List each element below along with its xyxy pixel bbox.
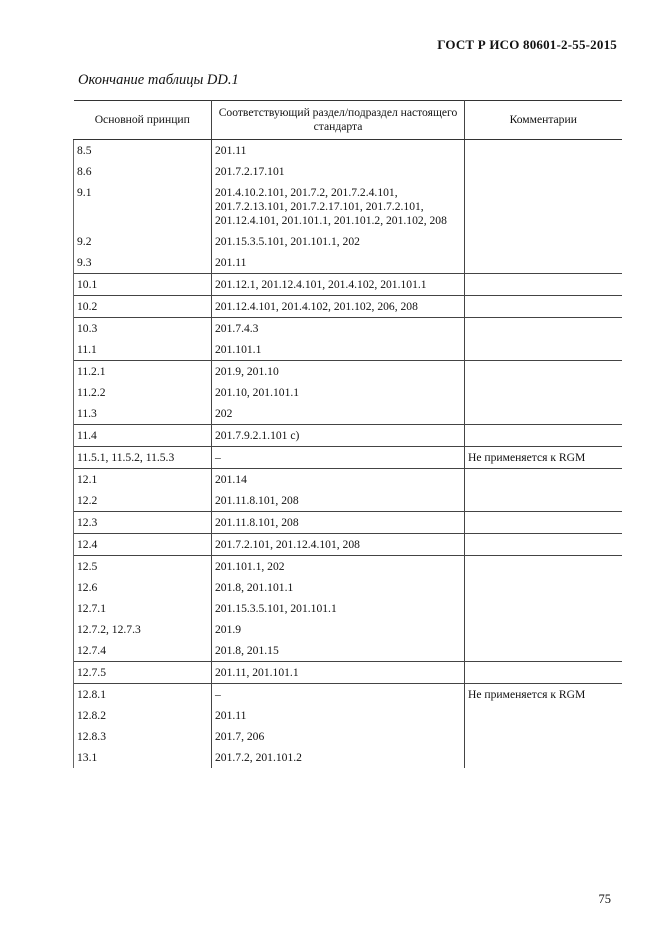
principle-cell: 12.8.1: [74, 684, 212, 706]
table-row: [74, 161, 622, 182]
section-cell: 201.15.3.5.101, 201.101.1, 202: [212, 231, 465, 252]
table-row: [74, 403, 622, 425]
principle-cell: 10.2: [74, 296, 212, 318]
section-cell: 201.12.4.101, 201.4.102, 201.102, 206, 208: [212, 296, 465, 318]
principle-cell: 12.1: [74, 469, 212, 491]
principle-cell: 12.7.5: [74, 662, 212, 684]
comment-cell: [465, 231, 622, 252]
section-cell: –: [212, 447, 465, 469]
principle-cell: 12.8.3: [74, 726, 212, 747]
section-cell: 201.7.9.2.1.101 c): [212, 425, 465, 447]
comment-cell: Не применяется к RGM: [465, 684, 622, 706]
comment-cell: [465, 534, 622, 556]
column-header-comments: Комментарии: [465, 101, 622, 140]
comment-cell: Не применяется к RGM: [465, 447, 622, 469]
principle-cell: 10.3: [74, 318, 212, 340]
comment-cell: [465, 619, 622, 640]
comment-cell: [465, 512, 622, 534]
table-row: [74, 140, 622, 162]
table-header-row: [74, 101, 622, 140]
section-cell: 201.7.2.101, 201.12.4.101, 208: [212, 534, 465, 556]
comment-cell: [465, 161, 622, 182]
comment-cell: [465, 296, 622, 318]
comment-cell: [465, 339, 622, 361]
comment-cell: [465, 469, 622, 491]
section-cell: 201.11: [212, 140, 465, 162]
page-number: 75: [598, 892, 611, 906]
table-row: [74, 274, 622, 296]
comment-cell: [465, 318, 622, 340]
table-row: [74, 640, 622, 662]
section-cell: 201.4.10.2.101, 201.7.2, 201.7.2.4.101, 201.7.2.13.101, 201.7.2.17.101, 201.7.2.101, 201.12.4.101, 201.101.1, 201.101.2, 201.102, 208: [212, 182, 465, 231]
comment-cell: [465, 556, 622, 578]
comment-cell: [465, 598, 622, 619]
comment-cell: [465, 662, 622, 684]
principle-cell: 12.7.1: [74, 598, 212, 619]
section-cell: 201.11, 201.101.1: [212, 662, 465, 684]
table-row: [74, 231, 622, 252]
comment-cell: [465, 747, 622, 768]
section-cell: –: [212, 684, 465, 706]
principle-cell: 11.4: [74, 425, 212, 447]
principle-cell: 11.3: [74, 403, 212, 425]
section-cell: 201.7.2, 201.101.2: [212, 747, 465, 768]
section-cell: 201.8, 201.101.1: [212, 577, 465, 598]
comment-cell: [465, 361, 622, 383]
principle-cell: 11.5.1, 11.5.2, 11.5.3: [74, 447, 212, 469]
section-cell: 201.15.3.5.101, 201.101.1: [212, 598, 465, 619]
comment-cell: [465, 577, 622, 598]
comment-cell: [465, 425, 622, 447]
table-row: [74, 577, 622, 598]
table-row: [74, 296, 622, 318]
table-row: [74, 534, 622, 556]
correspondence-table: [73, 100, 622, 768]
principle-cell: 12.5: [74, 556, 212, 578]
table-row: [74, 469, 622, 491]
principle-cell: 12.7.4: [74, 640, 212, 662]
table-row: [74, 619, 622, 640]
principle-cell: 13.1: [74, 747, 212, 768]
principle-cell: 8.5: [74, 140, 212, 162]
table-row: [74, 726, 622, 747]
table-row: [74, 382, 622, 403]
table-row: [74, 339, 622, 361]
comment-cell: [465, 274, 622, 296]
table-body: [74, 140, 622, 769]
table-caption: Окончание таблицы DD.1: [78, 72, 239, 88]
principle-cell: 12.6: [74, 577, 212, 598]
principle-cell: 11.1: [74, 339, 212, 361]
principle-cell: 12.4: [74, 534, 212, 556]
section-cell: 201.11: [212, 705, 465, 726]
section-cell: 201.9, 201.10: [212, 361, 465, 383]
section-cell: 201.7, 206: [212, 726, 465, 747]
table-row: [74, 447, 622, 469]
column-header-principle: Основной принцип: [74, 101, 212, 140]
table-row: [74, 490, 622, 512]
principle-cell: 11.2.1: [74, 361, 212, 383]
section-cell: 201.8, 201.15: [212, 640, 465, 662]
table-row: [74, 252, 622, 274]
section-cell: 201.11.8.101, 208: [212, 512, 465, 534]
principle-cell: 11.2.2: [74, 382, 212, 403]
section-cell: 201.10, 201.101.1: [212, 382, 465, 403]
table-row: [74, 182, 622, 231]
principle-cell: 12.8.2: [74, 705, 212, 726]
table-row: [74, 705, 622, 726]
section-cell: 201.101.1: [212, 339, 465, 361]
principle-cell: 9.1: [74, 182, 212, 231]
comment-cell: [465, 640, 622, 662]
table-row: [74, 512, 622, 534]
comment-cell: [465, 252, 622, 274]
section-cell: 201.14: [212, 469, 465, 491]
principle-cell: 12.7.2, 12.7.3: [74, 619, 212, 640]
section-cell: 201.7.4.3: [212, 318, 465, 340]
comment-cell: [465, 726, 622, 747]
table-row: [74, 318, 622, 340]
table-row: [74, 598, 622, 619]
section-cell: 201.9: [212, 619, 465, 640]
column-header-section: Соответствующий раздел/подраздел настоящего стандарта: [212, 101, 465, 140]
comment-cell: [465, 705, 622, 726]
section-cell: 202: [212, 403, 465, 425]
comment-cell: [465, 490, 622, 512]
comment-cell: [465, 382, 622, 403]
comment-cell: [465, 182, 622, 231]
table-row: [74, 361, 622, 383]
table-row: [74, 425, 622, 447]
standard-designation: ГОСТ Р ИСО 80601-2-55-2015: [437, 37, 617, 52]
section-cell: 201.101.1, 202: [212, 556, 465, 578]
comment-cell: [465, 403, 622, 425]
principle-cell: 8.6: [74, 161, 212, 182]
section-cell: 201.7.2.17.101: [212, 161, 465, 182]
section-cell: 201.11: [212, 252, 465, 274]
principle-cell: 9.3: [74, 252, 212, 274]
principle-cell: 9.2: [74, 231, 212, 252]
table-row: [74, 684, 622, 706]
comment-cell: [465, 140, 622, 162]
table-row: [74, 662, 622, 684]
section-cell: 201.11.8.101, 208: [212, 490, 465, 512]
principle-cell: 12.2: [74, 490, 212, 512]
section-cell: 201.12.1, 201.12.4.101, 201.4.102, 201.101.1: [212, 274, 465, 296]
principle-cell: 10.1: [74, 274, 212, 296]
table-row: [74, 556, 622, 578]
table-row: [74, 747, 622, 768]
principle-cell: 12.3: [74, 512, 212, 534]
